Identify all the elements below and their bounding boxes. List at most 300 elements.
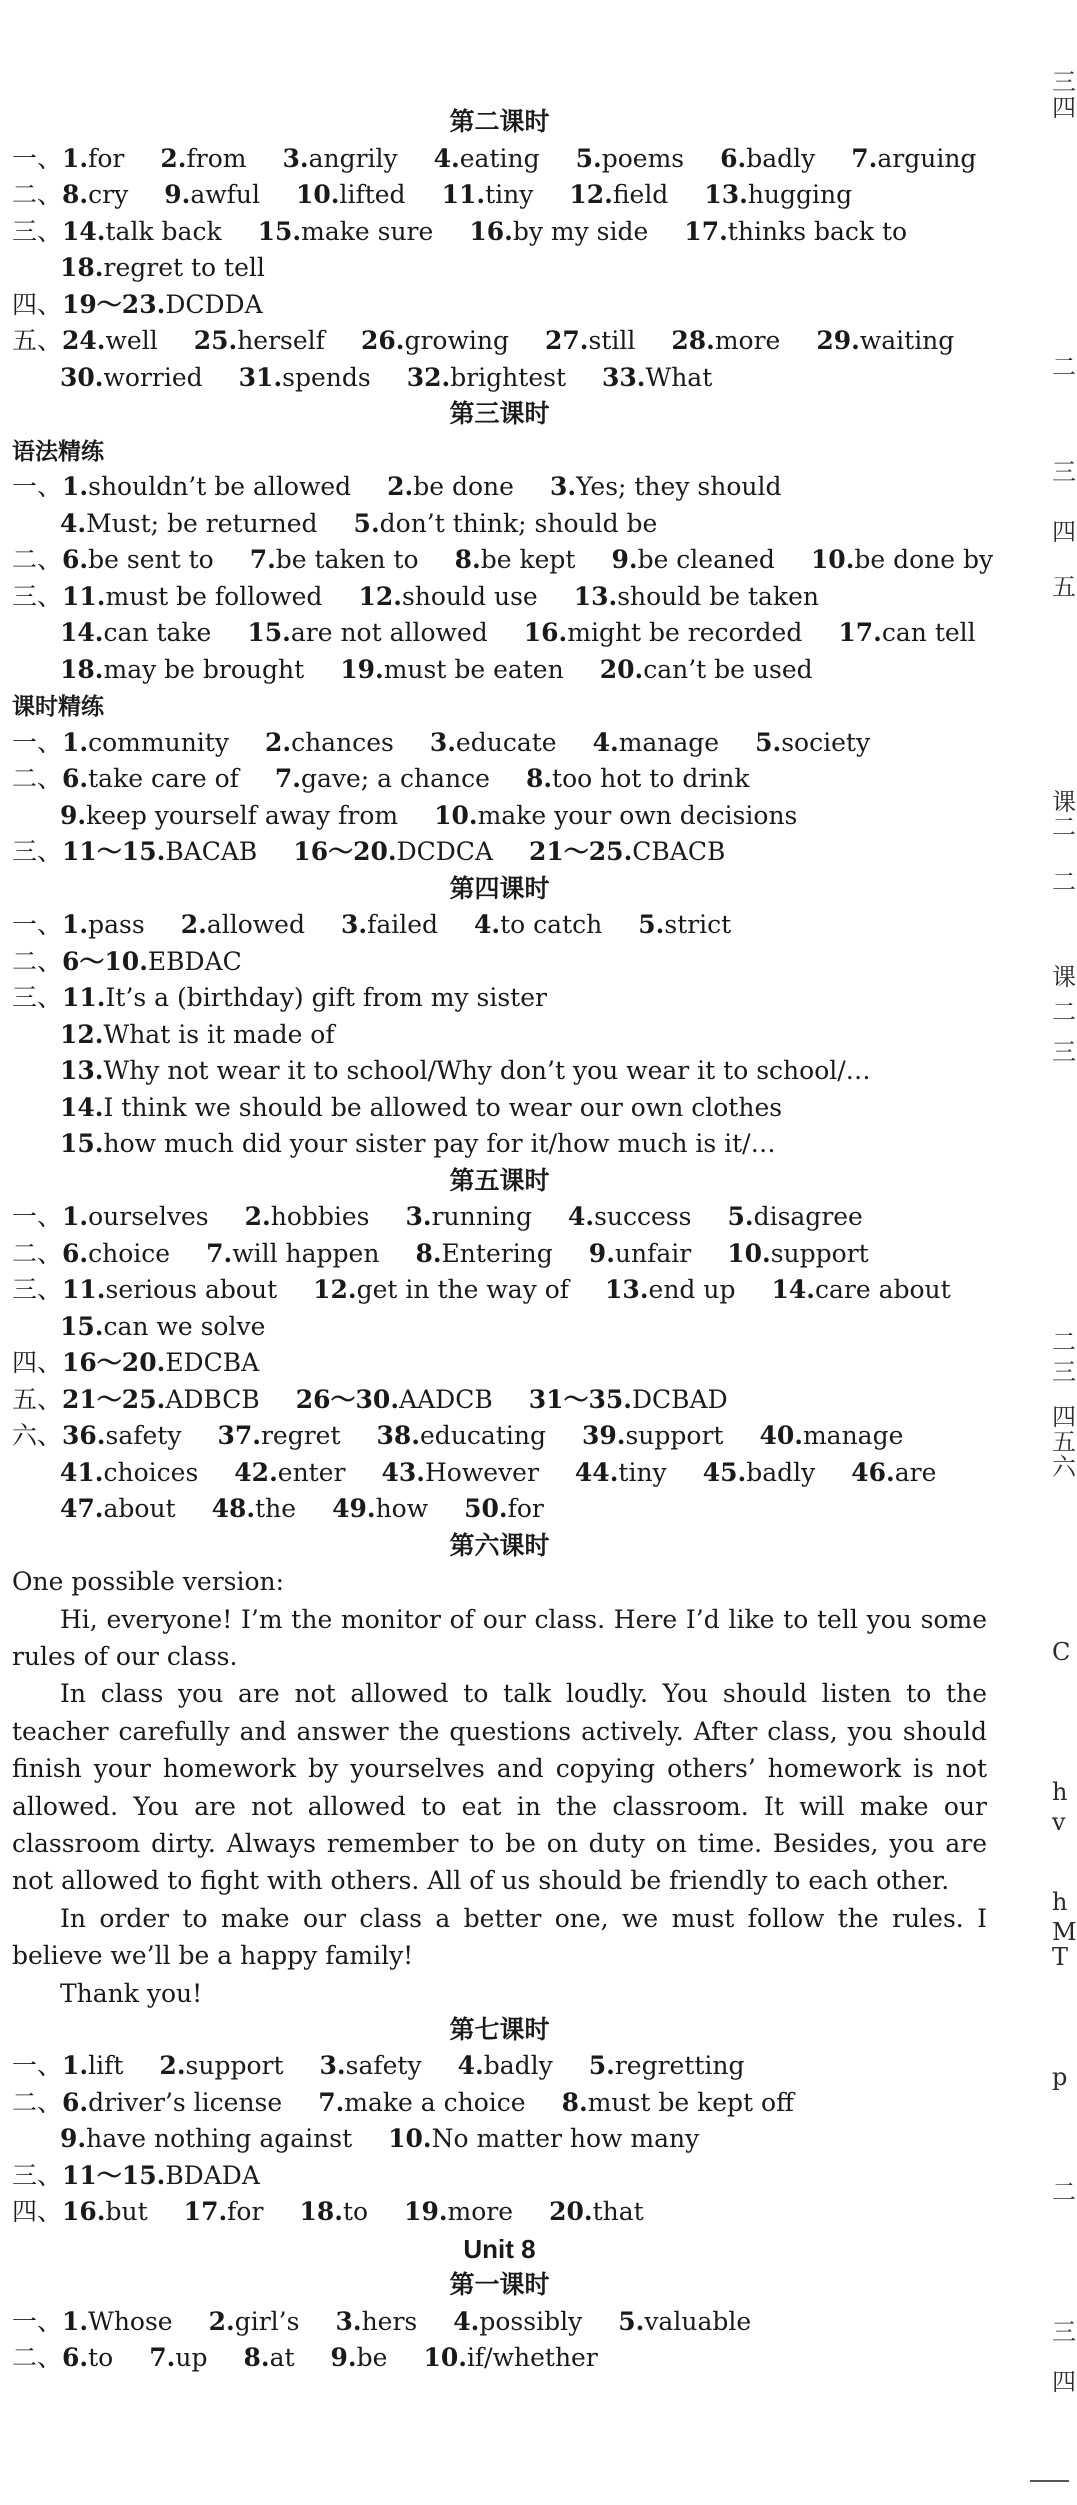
edge-fragment: 二: [1052, 2178, 1076, 2206]
answer-row: [12, 725, 987, 762]
answer-number: 1.: [62, 910, 89, 939]
answer-text: safety: [345, 2051, 422, 2081]
answer-number: 38.: [376, 1421, 421, 1450]
answer-item: [415, 1239, 552, 1268]
answer-item: [62, 290, 263, 319]
answer-text: by my side: [512, 216, 649, 246]
answer-number: 28.: [671, 326, 715, 355]
answer-text: badly: [483, 2051, 553, 2081]
answer-text: poems: [601, 143, 685, 173]
answer-row: [12, 834, 987, 871]
answer-number: 17.: [838, 618, 882, 647]
answer-item: [62, 545, 214, 574]
question-section-marker: 一、: [12, 2051, 63, 2081]
answer-item: [406, 1202, 532, 1231]
section-heading: 第七课时: [449, 2014, 550, 2044]
answer-text: growing: [404, 326, 509, 355]
answer-item: [602, 363, 712, 392]
answer-text: girl’s: [234, 2306, 300, 2336]
answer-number: 37.: [217, 1421, 261, 1450]
answer-text: I think we should be allowed to wear our own clothes: [103, 1092, 783, 1122]
answer-text: Entering: [441, 1238, 553, 1268]
answer-row: [12, 1017, 987, 1054]
answer-item: [60, 2124, 352, 2153]
answer-item: [755, 728, 870, 757]
answer-number: 18.: [60, 253, 104, 282]
answer-item: [851, 144, 976, 173]
answer-item: [340, 655, 564, 684]
answer-number: 3.: [335, 2306, 362, 2336]
answer-text: for: [227, 2197, 264, 2227]
question-section-marker: 一、: [12, 727, 63, 757]
answer-number: 3.: [319, 2051, 346, 2081]
answer-text: CBACB: [632, 837, 726, 866]
answer-number: 13.: [573, 581, 618, 611]
answer-row: [12, 2085, 987, 2122]
answer-number: 12.: [313, 1275, 357, 1304]
answer-text: educating: [420, 1421, 546, 1450]
answer-number: 9.: [330, 2343, 357, 2373]
answer-number: 11.: [62, 581, 106, 611]
answer-item: [296, 1385, 493, 1414]
answer-text: be sent to: [88, 545, 214, 574]
answer-item: [618, 2307, 751, 2336]
answer-text: enter: [277, 1457, 346, 1487]
answer-item: [62, 144, 124, 173]
answer-item: [60, 1093, 782, 1122]
answer-text: end up: [648, 1275, 736, 1304]
answer-item: [589, 2051, 745, 2080]
answer-number: 13.: [704, 180, 748, 209]
essay-paragraph: In order to make our class a better one, we must follow the rules. I believe we’ll be a happy family!: [12, 1903, 987, 1971]
answer-item: [569, 180, 668, 209]
answer-row: [12, 579, 987, 616]
answer-row: [12, 652, 987, 689]
edge-fragment: C: [1052, 1638, 1071, 1666]
answer-item: [593, 728, 720, 757]
answer-number: 9.: [164, 180, 191, 209]
question-section-marker: 三、: [12, 2160, 63, 2190]
answer-text: be taken to: [275, 545, 419, 574]
answer-text: Yes; they should: [576, 472, 782, 501]
answer-number: 2.: [160, 143, 187, 173]
answer-item: [149, 2343, 207, 2372]
answer-number: 14.: [771, 1275, 815, 1304]
answer-number: 7.: [249, 545, 276, 574]
answer-row: [12, 1053, 987, 1090]
answer-item: [62, 910, 145, 939]
subsection-heading: 课时精练: [12, 693, 104, 719]
answer-item: [212, 1494, 296, 1523]
answer-text: for: [507, 1494, 544, 1523]
answer-row: [12, 1090, 987, 1127]
answer-item: [549, 2197, 644, 2226]
answer-number: 1.: [62, 1202, 89, 1231]
edge-fragment: 四: [1052, 518, 1076, 546]
answer-number: 41.: [60, 1457, 104, 1487]
answer-item: [181, 910, 305, 939]
answer-text: It’s a (birthday) gift from my sister: [105, 983, 547, 1012]
question-section-marker: 二、: [12, 545, 63, 574]
answer-text: pass: [88, 910, 145, 939]
answer-item: [62, 1421, 181, 1450]
answer-item: [335, 2307, 417, 2336]
answer-item: [550, 472, 782, 501]
answer-number: 4.: [592, 727, 619, 757]
answer-text: tiny: [618, 1457, 667, 1487]
answer-item: [282, 144, 397, 173]
answer-number: 1.: [62, 143, 89, 173]
answer-item: [575, 1458, 667, 1487]
answer-item: [474, 910, 602, 939]
answer-row: [12, 2340, 987, 2377]
answer-item: [62, 1348, 259, 1377]
answer-number: 49.: [332, 1494, 376, 1523]
answer-number: 20.: [599, 654, 644, 684]
answer-text: are: [894, 1457, 937, 1487]
answer-item: [524, 618, 803, 647]
answer-row: [12, 141, 987, 178]
essay-paragraph: In class you are not allowed to talk loudly. You should listen to the teacher carefully and answer the questions actively. After class, you should finish your homework by yourselves and copying others’ homework is not allowed. You are not allowed to eat in the classroom. It will make our classroom dirty. Always remember to be on duty on time. Besides, you are not allowed to fight with others. All of us should be friendly to each other.: [12, 1679, 987, 1896]
answer-number: 11.: [62, 1275, 106, 1304]
answer-text: keep yourself away from: [86, 800, 399, 830]
answer-number: 16.: [62, 2197, 106, 2227]
answer-item: [265, 728, 394, 757]
answer-item: [247, 618, 487, 647]
answer-number: 16.: [523, 618, 568, 647]
answer-number: 10.: [295, 180, 340, 209]
answer-number: 40.: [759, 1421, 803, 1450]
answer-number: 42.: [234, 1457, 278, 1487]
answer-text: running: [431, 1202, 532, 1231]
answer-item: [341, 910, 438, 939]
answer-number: 7.: [851, 143, 878, 173]
answer-text: must be followed: [105, 581, 323, 611]
answer-text: to: [88, 2343, 114, 2373]
answer-text: will happen: [232, 1238, 380, 1268]
section-heading: 第二课时: [449, 107, 550, 136]
answer-text: However: [424, 1457, 539, 1487]
answer-row: [12, 360, 987, 397]
answer-item: [388, 2124, 699, 2153]
answer-number: 36.: [62, 1421, 106, 1450]
answer-text: can’t be used: [643, 654, 813, 684]
answer-row: [12, 980, 987, 1017]
section-heading: 第四课时: [449, 873, 550, 903]
answer-text: unfair: [614, 1238, 692, 1268]
edge-fragment: 三: [1052, 2318, 1076, 2346]
answer-number: 2.: [264, 727, 292, 757]
section-heading: 第三课时: [449, 399, 550, 428]
answer-number: 10.: [423, 2343, 467, 2373]
answer-number: 5.: [575, 143, 602, 173]
answer-item: [313, 1275, 569, 1304]
answer-text: waiting: [859, 326, 955, 355]
edge-fragment: h: [1052, 1888, 1068, 1916]
answer-number: 15.: [60, 1129, 104, 1158]
answer-item: [851, 1458, 936, 1487]
answer-number: 14.: [60, 1092, 104, 1122]
answer-row: [12, 542, 994, 579]
answer-text: lifted: [339, 180, 406, 209]
answer-number: 9.: [60, 2124, 87, 2154]
answer-item: [759, 1421, 903, 1450]
answer-text: possibly: [479, 2306, 583, 2336]
edge-fragment: 三: [1052, 1038, 1076, 1066]
answer-item: [217, 1421, 340, 1450]
answer-text: No matter how many: [431, 2124, 700, 2154]
answer-item: [529, 1385, 728, 1414]
answer-item: [545, 326, 635, 355]
answer-item: [589, 1239, 691, 1268]
answer-item: [704, 180, 852, 209]
answer-item: [387, 472, 514, 501]
answer-text: BDADA: [165, 2160, 260, 2190]
question-section-marker: 五、: [12, 326, 63, 355]
answer-item: [234, 1458, 345, 1487]
answer-item: [684, 217, 907, 246]
answer-number: 50.: [464, 1494, 508, 1523]
answer-number: 5.: [638, 910, 665, 939]
answer-text: serious about: [105, 1275, 278, 1304]
answer-item: [62, 2197, 148, 2226]
answer-number: 11～15.: [62, 837, 166, 866]
answer-item: [62, 837, 257, 866]
answer-item: [62, 582, 322, 611]
answer-row: [12, 615, 987, 652]
answer-number: 8.: [415, 1238, 442, 1268]
answer-number: 6.: [62, 1238, 89, 1268]
answer-number: 2.: [180, 910, 207, 939]
answer-number: 15.: [257, 216, 302, 246]
answer-number: 8.: [62, 180, 89, 209]
answer-item: [442, 180, 534, 209]
answer-number: 4.: [567, 1202, 595, 1231]
answer-item: [638, 910, 731, 939]
answer-item: [458, 2051, 553, 2080]
answer-item: [159, 2051, 283, 2080]
answer-number: 3.: [405, 1202, 432, 1231]
answer-text: society: [781, 727, 871, 757]
answer-number: 10.: [388, 2124, 432, 2154]
answer-number: 12.: [569, 180, 613, 209]
answer-text: should be taken: [617, 581, 819, 611]
question-section-marker: 二、: [12, 946, 63, 976]
answer-number: 4.: [60, 508, 87, 538]
essay-label: One possible version:: [12, 1567, 285, 1596]
answer-number: 11.: [441, 180, 486, 209]
answer-row: [12, 2194, 987, 2231]
page-edge-rule: [1030, 2480, 1069, 2482]
edge-fragment: v: [1052, 1808, 1066, 1836]
answer-text: hobbies: [270, 1202, 370, 1231]
answer-text: DCDCA: [396, 837, 493, 866]
answer-text: must be eaten: [383, 654, 564, 684]
answer-text: how much did your sister pay for it/how much is it/…: [103, 1129, 776, 1158]
answer-number: 16～20.: [293, 837, 397, 866]
answer-text: be kept: [480, 545, 576, 574]
answer-text: the: [255, 1494, 297, 1523]
answer-row: [12, 1199, 987, 1236]
answer-text: arguing: [877, 143, 977, 173]
answer-text: about: [103, 1494, 176, 1523]
answer-text: driver’s license: [88, 2087, 283, 2117]
answer-text: should use: [401, 581, 538, 611]
edge-fragment: M: [1052, 1918, 1077, 1946]
edge-fragment: 三: [1052, 458, 1076, 486]
answer-item: [245, 1202, 370, 1231]
answer-text: talk back: [105, 216, 222, 246]
question-section-marker: 三、: [12, 837, 63, 866]
answer-item: [703, 1458, 816, 1487]
answer-text: What is it made of: [103, 1019, 335, 1049]
answer-number: 6.: [62, 764, 89, 793]
answer-number: 16.: [469, 216, 513, 246]
answer-number: 21～25.: [529, 837, 633, 866]
answer-row: [12, 469, 987, 506]
answer-text: manage: [618, 727, 720, 757]
edge-fragment: 二: [1052, 353, 1076, 381]
answer-number: 11.: [62, 983, 106, 1012]
answer-number: 45.: [702, 1457, 747, 1487]
answer-text: failed: [367, 910, 439, 939]
question-section-marker: 二、: [12, 180, 63, 209]
answer-item: [209, 2307, 300, 2336]
answer-text: Must; be returned: [86, 508, 318, 538]
answer-item: [434, 144, 540, 173]
answer-item: [404, 2197, 513, 2226]
answer-item: [562, 2088, 794, 2117]
answer-number: 8.: [243, 2343, 270, 2373]
answer-text: allowed: [206, 910, 305, 939]
answer-text: hugging: [747, 180, 853, 209]
answer-item: [354, 509, 658, 538]
answer-row: [12, 1236, 987, 1273]
answer-item: [62, 2343, 113, 2372]
answer-number: 27.: [544, 326, 589, 355]
answer-number: 33.: [602, 362, 646, 392]
answer-text: badly: [746, 143, 816, 173]
answer-text: gave; a chance: [300, 764, 490, 793]
answer-item: [574, 582, 819, 611]
answer-number: 5.: [727, 1202, 754, 1231]
answer-item: [243, 2343, 294, 2372]
answer-number: 47.: [60, 1494, 104, 1523]
answer-text: shouldn’t be allowed: [88, 472, 352, 501]
answer-text: chances: [291, 727, 394, 757]
answer-text: safety: [105, 1421, 182, 1450]
answer-number: 4.: [457, 2051, 484, 2081]
answer-number: 6.: [62, 545, 89, 574]
answer-row: [12, 2158, 987, 2195]
answer-text: regret to tell: [103, 253, 265, 282]
answer-text: success: [594, 1202, 692, 1231]
answer-column: [12, 104, 994, 2377]
edge-fragment: 课: [1052, 963, 1076, 991]
answer-text: too hot to drink: [552, 764, 750, 793]
answer-item: [293, 837, 493, 866]
answer-text: up: [175, 2343, 208, 2373]
answer-number: 48.: [211, 1494, 256, 1523]
answer-item: [671, 326, 780, 355]
edge-fragment: 四: [1052, 2368, 1076, 2396]
question-section-marker: 三、: [12, 581, 63, 611]
answer-row: [12, 907, 987, 944]
answer-item: [526, 764, 750, 793]
answer-number: 31.: [238, 362, 283, 392]
answer-item: [60, 618, 211, 647]
edge-fragment: 五: [1052, 573, 1076, 601]
answer-text: herself: [237, 326, 325, 355]
answer-item: [60, 1494, 176, 1523]
answer-item: [771, 1275, 950, 1304]
answer-item: [381, 1458, 538, 1487]
answer-item: [60, 801, 398, 830]
answer-text: valuable: [644, 2306, 752, 2336]
answer-number: 8.: [561, 2087, 588, 2117]
answer-text: how: [375, 1494, 429, 1523]
answer-item: [60, 1129, 776, 1158]
answer-text: be: [356, 2343, 388, 2373]
answer-number: 3.: [429, 727, 456, 757]
answer-text: lift: [88, 2051, 124, 2081]
answer-item: [60, 363, 203, 392]
question-section-marker: 六、: [12, 1421, 63, 1450]
answer-item: [62, 180, 128, 209]
answer-text: EDCBA: [165, 1348, 260, 1377]
answer-number: 12.: [60, 1019, 104, 1049]
answer-item: [62, 217, 222, 246]
answer-row: [12, 2048, 987, 2085]
answer-text: ourselves: [88, 1202, 209, 1231]
answer-text: can tell: [881, 618, 976, 647]
answer-number: 9.: [60, 800, 87, 830]
answer-item: [194, 326, 325, 355]
answer-row: [12, 944, 987, 981]
answer-item: [60, 253, 265, 282]
answer-text: eating: [459, 143, 540, 173]
answer-item: [62, 2051, 123, 2080]
answer-number: 10.: [434, 800, 478, 830]
answer-item: [331, 2343, 388, 2372]
answer-number: 1.: [62, 472, 89, 501]
section-heading: Unit 8: [463, 2233, 536, 2264]
answer-text: are not allowed: [290, 618, 488, 647]
edge-fragment: 二: [1052, 998, 1076, 1026]
answer-number: 5.: [618, 2306, 645, 2336]
answer-text: at: [269, 2343, 295, 2373]
answer-text: but: [105, 2197, 148, 2227]
answer-item: [258, 217, 434, 246]
question-section-marker: 三、: [12, 216, 63, 246]
answer-number: 44.: [574, 1457, 619, 1487]
answer-text: if/whether: [466, 2343, 598, 2373]
answer-text: EBDAC: [147, 946, 242, 976]
answer-item: [250, 545, 419, 574]
answer-number: 6.: [720, 143, 747, 173]
answer-row: [12, 1126, 987, 1163]
section-heading: 第一课时: [449, 2270, 550, 2300]
answer-text: make sure: [301, 216, 434, 246]
answer-number: 9.: [611, 545, 638, 574]
answer-item: [60, 655, 304, 684]
question-section-marker: 一、: [12, 910, 63, 939]
answer-number: 4.: [453, 2306, 480, 2336]
answer-item: [358, 582, 537, 611]
answer-number: 19～23.: [62, 289, 166, 319]
question-section-marker: 五、: [12, 1384, 63, 1414]
answer-text: DCDDA: [165, 289, 263, 319]
